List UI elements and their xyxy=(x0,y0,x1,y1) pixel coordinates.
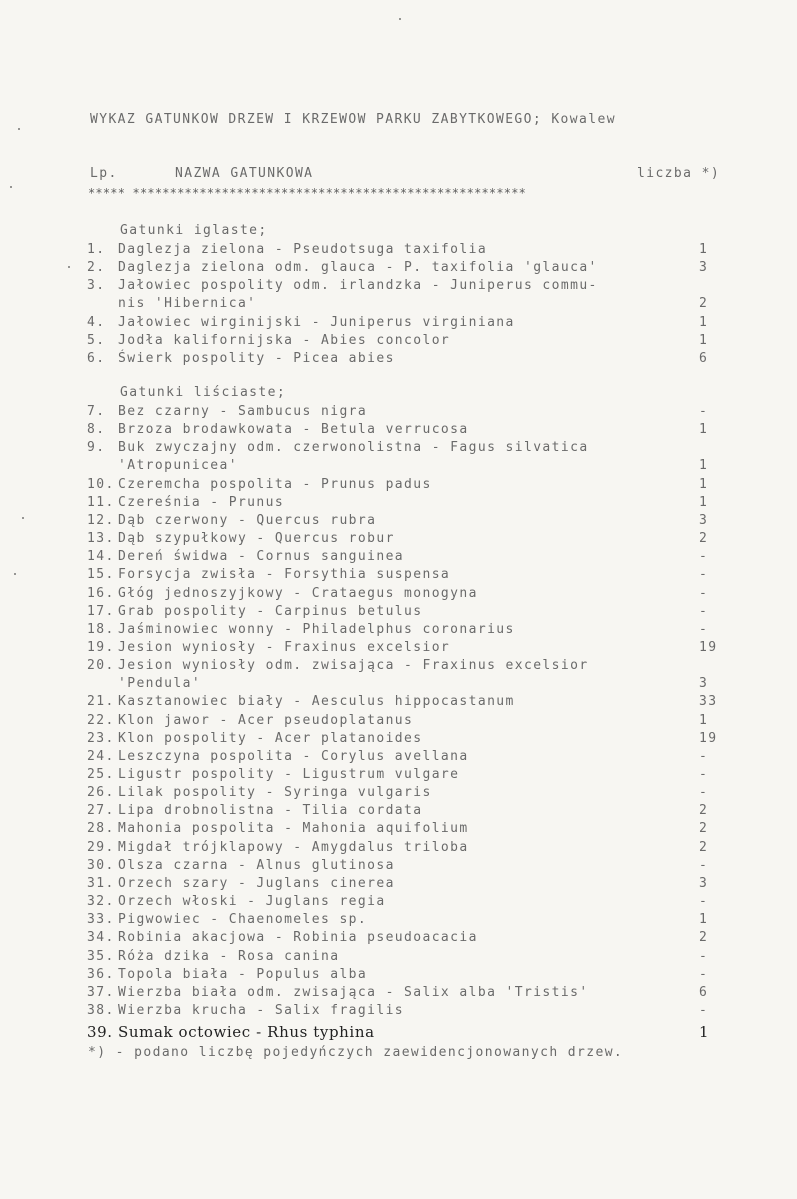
item-name: 'Pendula' xyxy=(118,676,202,692)
item-number: 8. xyxy=(87,422,106,438)
list-item xyxy=(87,277,747,295)
list-item xyxy=(87,875,747,893)
item-number: 19. xyxy=(87,639,115,655)
item-count: 3 xyxy=(699,676,709,692)
item-count: 2 xyxy=(699,531,709,547)
item-count: - xyxy=(699,948,709,964)
item-name: Migdał trójklapowy - Amygdalus triloba xyxy=(118,839,469,855)
list-item xyxy=(87,984,747,1002)
item-number: 31. xyxy=(87,875,115,891)
item-count: - xyxy=(699,785,709,801)
item-name: Czereśnia - Prunus xyxy=(118,494,285,510)
item-count: 1 xyxy=(699,912,709,928)
list-item xyxy=(87,966,747,984)
item-count: 6 xyxy=(699,984,709,1000)
list-item xyxy=(87,675,747,693)
item-name: Brzoza brodawkowata - Betula verrucosa xyxy=(118,422,469,438)
list-item xyxy=(87,766,747,784)
list-item xyxy=(87,948,747,966)
item-name: Topola biała - Populus alba xyxy=(118,966,368,982)
item-name: nis 'Hibernica' xyxy=(118,296,257,312)
item-name: Mahonia pospolita - Mahonia aquifolium xyxy=(118,821,469,837)
scan-speck xyxy=(68,266,70,268)
item-name: Czeremcha pospolita - Prunus padus xyxy=(118,476,432,492)
item-name: Dąb czerwony - Quercus rubra xyxy=(118,512,377,528)
item-number: 9. xyxy=(87,440,106,456)
item-name: Kasztanowiec biały - Aesculus hippocastanum xyxy=(118,694,515,710)
item-number: 26. xyxy=(87,785,115,801)
list-item xyxy=(87,784,747,802)
item-name: Grab pospolity - Carpinus betulus xyxy=(118,603,423,619)
list-item xyxy=(87,476,747,494)
list-item xyxy=(87,621,747,639)
item-number: 22. xyxy=(87,712,115,728)
item-count: 1 xyxy=(699,332,709,348)
item-name: Ligustr pospolity - Ligustrum vulgare xyxy=(118,767,460,782)
list-item xyxy=(87,603,747,621)
item-number: 39. xyxy=(87,1023,113,1042)
item-count: - xyxy=(699,767,709,782)
item-name: Jodła kalifornijska - Abies concolor xyxy=(118,332,451,348)
scan-speck xyxy=(14,573,16,575)
list-item xyxy=(87,421,747,439)
list-item xyxy=(87,693,747,711)
item-name: Lipa drobnolistna - Tilia cordata xyxy=(118,803,423,819)
list-item xyxy=(87,730,747,748)
item-number: 25. xyxy=(87,767,115,782)
item-number: 36. xyxy=(87,966,115,982)
column-header-lp: Lp. xyxy=(90,166,118,181)
item-count: - xyxy=(699,1002,709,1018)
item-name: Jałowiec wirginijski - Juniperus virginiana xyxy=(118,314,515,330)
list-item xyxy=(87,457,747,475)
item-count: 2 xyxy=(699,296,709,312)
list-item xyxy=(87,332,747,350)
item-count: 3 xyxy=(699,260,709,276)
list-item xyxy=(87,911,747,929)
item-name: Wierzba biała odm. zwisająca - Salix alba 'Tristis' xyxy=(118,984,589,1000)
scan-speck xyxy=(399,18,401,20)
list-item xyxy=(87,403,747,421)
item-number: 17. xyxy=(87,603,115,619)
list-item xyxy=(87,748,747,766)
item-name: Forsycja zwisła - Forsythia suspensa xyxy=(118,567,451,583)
item-number: 11. xyxy=(87,494,115,510)
section-heading: Gatunki liściaste; xyxy=(120,385,287,400)
item-name: Klon pospolity - Acer platanoides xyxy=(118,730,423,746)
item-name: Jesion wyniosły - Fraxinus excelsior xyxy=(118,639,451,655)
list-item xyxy=(87,893,747,911)
item-number: 24. xyxy=(87,748,115,764)
item-number: 5. xyxy=(87,332,106,348)
item-name: Jesion wyniosły odm. zwisająca - Fraxinus excelsior xyxy=(118,658,589,674)
item-number: 27. xyxy=(87,803,115,819)
item-number: 15. xyxy=(87,567,115,583)
item-count: - xyxy=(699,567,709,583)
item-count: - xyxy=(699,603,709,619)
list-item xyxy=(87,566,747,584)
item-count: 19 xyxy=(699,639,718,655)
column-header-count: liczba *) xyxy=(637,166,721,181)
item-count: 33 xyxy=(699,694,718,710)
item-count: 1 xyxy=(699,314,709,330)
list-item xyxy=(87,439,747,457)
item-number: 12. xyxy=(87,512,115,528)
footnote: *) - podano liczbę pojedyńczych zaewidencjonowanych drzew. xyxy=(88,1045,624,1060)
item-number: 29. xyxy=(87,839,115,855)
item-count: 3 xyxy=(699,512,709,528)
list-item xyxy=(87,295,747,313)
item-name: Orzech szary - Juglans cinerea xyxy=(118,875,395,891)
item-name: Klon jawor - Acer pseudoplatanus xyxy=(118,712,414,728)
item-count: 1 xyxy=(699,476,709,492)
item-count: 2 xyxy=(699,839,709,855)
list-item xyxy=(87,241,747,259)
item-number: 35. xyxy=(87,948,115,964)
list-item xyxy=(87,530,747,548)
item-number: 4. xyxy=(87,314,106,330)
item-number: 13. xyxy=(87,531,115,547)
item-name: Orzech włoski - Juglans regia xyxy=(118,894,386,910)
item-number: 20. xyxy=(87,658,115,674)
item-number: 37. xyxy=(87,984,115,1000)
item-number: 33. xyxy=(87,912,115,928)
item-count: - xyxy=(699,966,709,982)
list-item xyxy=(87,712,747,730)
list-item xyxy=(87,548,747,566)
item-name: Dereń świdwa - Cornus sanguinea xyxy=(118,549,405,565)
item-count: - xyxy=(699,748,709,764)
list-item xyxy=(87,820,747,838)
item-count: 3 xyxy=(699,875,709,891)
section-heading: Gatunki iglaste; xyxy=(120,223,268,238)
item-name: Świerk pospolity - Picea abies xyxy=(118,350,395,366)
item-name: Daglezja zielona odm. glauca - P. taxifolia 'glauca' xyxy=(118,260,598,276)
item-name: Róża dzika - Rosa canina xyxy=(118,948,340,964)
item-count: 1 xyxy=(699,494,709,510)
list-item xyxy=(87,857,747,875)
item-number: 6. xyxy=(87,350,106,366)
list-item xyxy=(87,839,747,857)
item-number: 32. xyxy=(87,894,115,910)
item-name: Głóg jednoszyjkowy - Crataegus monogyna xyxy=(118,585,478,601)
list-item xyxy=(87,929,747,947)
item-number: 34. xyxy=(87,930,115,946)
header-separator: ***** ***************************************************** xyxy=(88,186,527,200)
item-number: 21. xyxy=(87,694,115,710)
item-name: Daglezja zielona - Pseudotsuga taxifolia xyxy=(118,242,488,257)
list-item xyxy=(87,314,747,332)
item-name: Dąb szypułkowy - Quercus robur xyxy=(118,531,395,547)
item-count: 19 xyxy=(699,730,718,746)
item-number: 28. xyxy=(87,821,115,837)
column-header-name: NAZWA GATUNKOWA xyxy=(175,166,314,181)
item-name: Wierzba krucha - Salix fragilis xyxy=(118,1002,405,1018)
item-number: 14. xyxy=(87,549,115,565)
document-title: WYKAZ GATUNKOW DRZEW I KRZEWOW PARKU ZABYTKOWEGO; Kowalew xyxy=(90,112,616,127)
item-count: 1 xyxy=(699,242,709,257)
item-name: Jałowiec pospolity odm. irlandzka - Juniperus commu- xyxy=(118,278,598,294)
list-item xyxy=(87,657,747,675)
item-name: Leszczyna pospolita - Corylus avellana xyxy=(118,748,469,764)
item-count: 1 xyxy=(699,458,709,474)
item-number: 16. xyxy=(87,585,115,601)
item-count: - xyxy=(699,621,709,637)
list-item xyxy=(87,494,747,512)
item-name: Olsza czarna - Alnus glutinosa xyxy=(118,857,395,873)
item-number: 38. xyxy=(87,1002,115,1018)
item-name: Robinia akacjowa - Robinia pseudoacacia xyxy=(118,930,478,946)
item-count: 1 xyxy=(699,1023,710,1042)
item-number: 30. xyxy=(87,857,115,873)
scan-speck xyxy=(22,517,24,519)
item-number: 10. xyxy=(87,476,115,492)
list-item xyxy=(87,512,747,530)
item-number: 18. xyxy=(87,621,115,637)
item-number: 3. xyxy=(87,278,106,294)
item-name: Buk zwyczajny odm. czerwonolistna - Fagus silvatica xyxy=(118,440,589,456)
item-number: 7. xyxy=(87,404,106,419)
item-count: 2 xyxy=(699,821,709,837)
item-count: 1 xyxy=(699,712,709,728)
item-count: - xyxy=(699,857,709,873)
list-item xyxy=(87,350,747,368)
item-name: Lilak pospolity - Syringa vulgaris xyxy=(118,785,432,801)
item-name: 'Atropunicea' xyxy=(118,458,238,474)
list-item xyxy=(87,639,747,657)
item-name: Jaśminowiec wonny - Philadelphus coronarius xyxy=(118,621,515,637)
item-count: 2 xyxy=(699,930,709,946)
item-count: - xyxy=(699,894,709,910)
item-name: Sumak octowiec - Rhus typhina xyxy=(118,1023,375,1042)
item-count: 1 xyxy=(699,422,709,438)
item-name: Bez czarny - Sambucus nigra xyxy=(118,404,368,419)
item-name: Pigwowiec - Chaenomeles sp. xyxy=(118,912,368,928)
list-item xyxy=(87,802,747,820)
list-item xyxy=(87,1023,747,1041)
item-count: - xyxy=(699,585,709,601)
scan-speck xyxy=(18,128,20,130)
item-count: - xyxy=(699,549,709,565)
item-count: 2 xyxy=(699,803,709,819)
item-number: 1. xyxy=(87,242,106,257)
list-item xyxy=(87,1002,747,1020)
list-item xyxy=(87,585,747,603)
item-number: 23. xyxy=(87,730,115,746)
item-count: - xyxy=(699,404,709,419)
list-item xyxy=(87,259,747,277)
item-count: 6 xyxy=(699,350,709,366)
item-number: 2. xyxy=(87,260,106,276)
scan-speck xyxy=(10,186,12,188)
